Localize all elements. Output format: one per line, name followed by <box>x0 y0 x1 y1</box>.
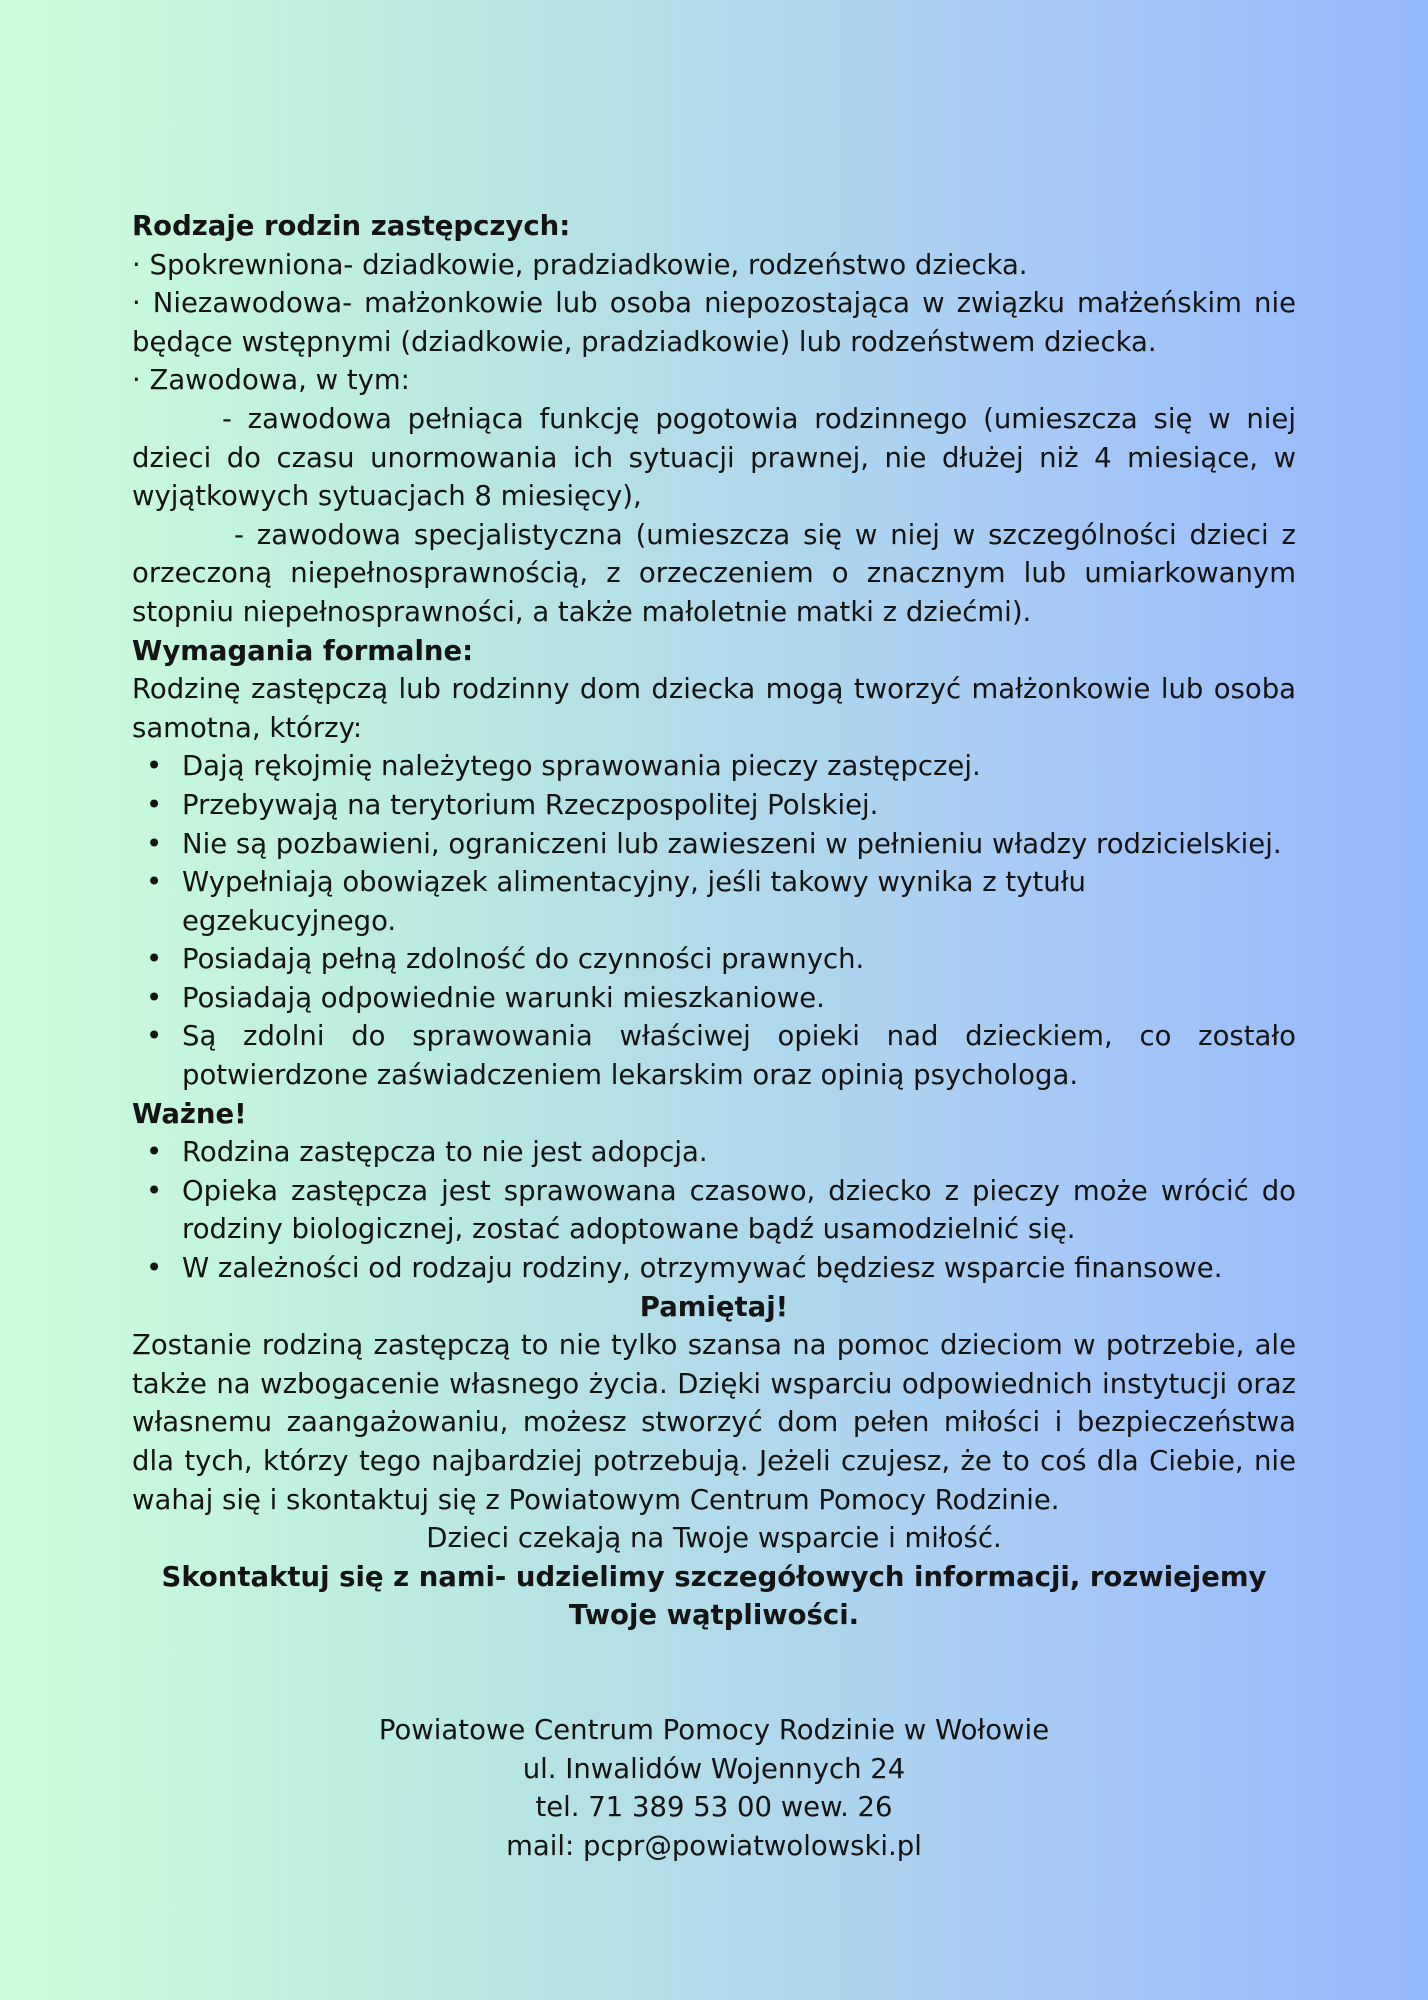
type-non-professional-family: · Niezawodowa- małżonkowie lub osoba niepozostająca w związku małżeńskim nie będące wstępnymi (dziadkowie, pradziadkowie) lub rodzeństwem dziecka. <box>132 287 1296 358</box>
document-page <box>132 207 1296 1865</box>
requirements-intro: Rodzinę zastępczą lub rodzinny dom dziecka mogą tworzyć małżonkowie lub osoba samotna, którzy: <box>132 673 1296 744</box>
list-item-text: Wypełniają obowiązek alimentacyjny, jeśli takowy wynika z tytułu egzekucyjnego. <box>182 866 1086 937</box>
subtype-specialist-family: - zawodowa specjalistyczna (umieszcza się w niej w szczególności dzieci z orzeczoną niepełnosprawnością, z orzeczeniem o znacznym lub umiarkowanym stopniu niepełnosprawności, a także małoletnie matki z dziećmi). <box>132 518 1296 628</box>
bullet-icon: • <box>146 1020 163 1053</box>
list-item-text: Posiadają odpowiednie warunki mieszkaniowe. <box>182 981 825 1014</box>
list-item <box>132 1133 1296 1172</box>
list-item-text: Posiadają pełną zdolność do czynności prawnych. <box>182 943 865 976</box>
important-heading: Ważne! <box>132 1097 247 1130</box>
type-professional-family: · Zawodowa, w tym: <box>132 364 410 397</box>
bullet-icon: • <box>146 788 163 821</box>
list-item <box>132 1017 1296 1094</box>
list-item <box>132 863 1296 940</box>
children-waiting-line: Dzieci czekają na Twoje wsparcie i miłość. <box>426 1522 1002 1555</box>
important-list <box>132 1133 1296 1287</box>
remember-paragraph: Zostanie rodziną zastępczą to nie tylko szansa na pomoc dzieciom w potrzebie, ale także na wzbogacenie własnego życia. Dzięki wsparciu odpowiednich instytucji oraz własnemu zaangażowaniu, możesz stworzyć dom pełen miłości i bezpieczeństwa dla tych, którzy tego najbardziej potrzebują. Jeżeli czujesz, że to coś dla Ciebie, nie wahaj się i skontaktuj się z Powiatowym Centrum Pomocy Rodzinie. <box>132 1329 1296 1516</box>
list-item-text: Opieka zastępcza jest sprawowana czasowo, dziecko z pieczy może wrócić do rodziny biologicznej, zostać adoptowane bądź usamodzielnić się. <box>182 1174 1296 1246</box>
street-address: ul. Inwalidów Wojennych 24 <box>522 1752 906 1785</box>
bullet-icon: • <box>146 1174 163 1207</box>
remember-heading: Pamiętaj! <box>639 1290 789 1323</box>
list-item-text: Dają rękojmię należytego sprawowania pieczy zastępczej. <box>182 750 981 783</box>
list-item-text: Są zdolni do sprawowania właściwej opieki nad dzieckiem, co zostało potwierdzone zaświadczeniem lekarskim oraz opinią psychologa. <box>182 1020 1296 1092</box>
bullet-icon: • <box>146 750 163 783</box>
list-item <box>132 1172 1296 1249</box>
foster-family-types-heading: Rodzaje rodzin zastępczych: <box>132 210 571 242</box>
email-address: mail: pcpr@powiatwolowski.pl <box>506 1829 922 1862</box>
list-item <box>132 747 1296 786</box>
bullet-icon: • <box>146 866 163 899</box>
list-item <box>132 940 1296 979</box>
bullet-icon: • <box>146 981 163 1014</box>
list-item-text: W zależności od rodzaju rodziny, otrzymywać będziesz wsparcie finansowe. <box>182 1252 1223 1285</box>
contact-address-block <box>132 1711 1296 1865</box>
formal-requirements-heading: Wymagania formalne: <box>132 634 474 667</box>
type-related-family: · Spokrewniona- dziadkowie, pradziadkowie, rodzeństwo dziecka. <box>132 248 1028 281</box>
phone-number: tel. 71 389 53 00 wew. 26 <box>535 1791 893 1824</box>
list-item <box>132 979 1296 1018</box>
list-item <box>132 786 1296 825</box>
bullet-icon: • <box>146 1252 163 1285</box>
bullet-icon: • <box>146 827 163 860</box>
requirements-list <box>132 747 1296 1094</box>
bullet-icon: • <box>146 1136 163 1169</box>
institution-name: Powiatowe Centrum Pomocy Rodzinie w Wołowie <box>378 1713 1050 1746</box>
list-item-text: Przebywają na terytorium Rzeczpospolitej Polskiej. <box>182 788 879 821</box>
list-item-text: Rodzina zastępcza to nie jest adopcja. <box>182 1136 708 1169</box>
list-item <box>132 1249 1296 1288</box>
contact-call-to-action: Skontaktuj się z nami- udzielimy szczegółowych informacji, rozwiejemy Twoje wątpliwości. <box>161 1560 1267 1632</box>
list-item <box>132 825 1296 864</box>
list-item-text: Nie są pozbawieni, ograniczeni lub zawieszeni w pełnieniu władzy rodzicielskiej. <box>182 827 1282 860</box>
bullet-icon: • <box>146 943 163 976</box>
subtype-emergency-family: - zawodowa pełniąca funkcję pogotowia rodzinnego (umieszcza się w niej dzieci do czasu unormowania ich sytuacji prawnej, nie dłużej niż 4 miesiące, w wyjątkowych sytuacjach 8 miesięcy), <box>132 402 1296 513</box>
